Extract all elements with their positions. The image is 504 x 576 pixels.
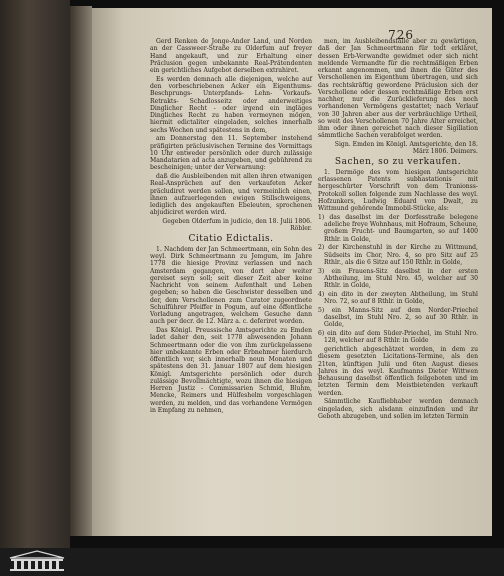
signature-line: Gegeben Olderfum in judicio, den 18. Julii 1806. Röbler. <box>162 218 312 233</box>
paragraph: 1. Nachdem der Jan Schmeertmann, ein Sohn des weyl. Dirk Schmeertmann zu Jemgum, im Jahre 1778 die hiesige Provinz verlassen und nach Amsterdam gegangen, von dort aber weiter gereiset seyn soll; seit dieser Zeit aber keine Nachricht von seinem Aufenthalt und Leben gegeben; so haben die Geschwister desselben und der, dem Verschollenen zum Curator zugeordnete Schulführer Pfeiffer in Pogum, auf eine öffentliche Vorladung angetragen, welchem Gesuche dann auch per decr. de 12. März a. c. deferiret worden. <box>150 245 312 326</box>
paragraph: Das Königl. Preussische Amtsgerichte zu Emden ladet daher den, seit 1778 abwesenden Johann Schmeertmann oder die von ihm zurückgelassene hier unbekannte Erben oder Erbnehmer hierdurch öffentlich vor, sich innerhalb neun Monaten und spätestens den 31. Januar 1807 auf dem hiesigen Königl. Amtsgerichte persönlich oder durch zulässige Bevollmächtigte, wozu ihnen die hiesigen Herren Justiz - Commissarien Schmid, Bluhm, Mencke, Reimers und Hülfeshelm vorgeschlagen werden, zu melden, und das vorhandene Vermögen in Empfang zu nehmen, <box>150 327 312 414</box>
page-number: 726 <box>388 28 414 42</box>
signature-line: Sign. Emden im Königl. Amtsgerichte, den 18. März 1806. Deimers. <box>334 141 478 156</box>
list-item: 4) ein dito in der zweyten Abtheilung, im Stuhl Nro. 72, so auf 8 Rthlr. in Golde, <box>318 290 478 305</box>
list-item: 3) ein Frauens-Sitz daselbst in der ersten Abtheilung, im Stuhl Nro. 45, welcher auf 30 Rthlr. in Golde, <box>318 267 478 289</box>
paragraph: gerichtlich abgeschätzet worden, in dem zu diesem gesetzten Licitations-Termine, als den 21ten, künftigen Julii und 6ten August dieses Jahres in des weyl. Kaufmanns Dieter Wittwen Behausung daselbst öffentlich feilgeboten und im letzten Termin dem Meistbietenden verkauft werden. <box>318 346 478 397</box>
paragraph: Sämmtliche Kaufliebhaber werden demnach eingeladen, sich alsdann einzufinden und ihr Geboth abzugeben, und sollen im letzten Termin <box>318 398 478 420</box>
paragraph: 1. Dermöge des vom hiesigen Amtsgerichte erlassenen Patents subhastationis mit hergeschürter Vorschrift von dem Tranionss- Protokoll sollen folgende zum Nachlasse des weyl. Hofzunkers, Ludwig Eduard von Dwalt, zu Wittmund gehörende Immobil-Stücke, als: <box>318 168 478 212</box>
list-item: 6) ein dito auf dem Süder-Priechel, im Stuhl Nro. 128, welcher auf 8 Rthlr. in Golde <box>318 330 478 345</box>
book-cover-edge <box>0 0 70 548</box>
section-heading: Citatio Edictalis. <box>188 233 274 244</box>
section-heading: Sachen, so zu verkaufen. <box>334 156 462 167</box>
left-column <box>150 38 312 416</box>
paragraph: Es werden demnach alle diejenigen, welche auf den vorbeschriebenen Acker ein Eigenthums- Beschprungs- Unterpfands- Lehn- Vorkaufs- Retrakts- Schadlosseitz oder anderweitiges Dinglicher Recht - oder irgend ein ingläges Dingliches Recht zu haben vermeynen mögen, hiermit edictaliter eingeladen, solches innerhalb sechs Wochen und spätestens in dem, <box>150 75 312 134</box>
paragraph: daß die Ausbleibenden mit allen ihren etwanigen Real-Ansprüchen auf den verkaufeten Acker präcludiret werden sollen, und vermeinlich einen, ihnen aufzuerlegenden ewigen Stillschweigens, lediglich des angekauften Ebeleuten, sprochenen abjudiciret werden wird. <box>150 173 312 217</box>
viewer-footer <box>0 548 504 573</box>
library-building-icon <box>6 549 68 572</box>
list-item: 1) das daselbst im der Dorfesstraße belegene adeliche freye Wohnhaus, mit Hofraum, Scheune, großem Frucht- und Baumgarten, so auf 1400 Rthlr. in Golde, <box>318 213 478 243</box>
paragraph: Gerd Renken de Jonge-Ander Land, und Norden an der Cassweer-Straße zu Olderfum auf freyer Hand angekauft, und zur Erhaltung einer Präclusion gegen unbekannte Real-Prätendenten ein gerichtliches Aufgebot derselben extrahiret. <box>150 38 312 74</box>
book-page <box>92 8 492 536</box>
list-item: 2) der Kirchenstuhl in der Kirche zu Wittmund, Südseits im Chor, Nro. 4, so pro Sitz auf 25 Rthlr., als die 6 Sitze auf 150 Rthlr. in Golde, <box>318 244 478 266</box>
right-column <box>318 38 478 422</box>
paragraph: men, im Ausbleibendsfalle aber zu gewärtigen, daß der Jan Schmeertmann für todt erkläret, dessen Erb-Verwandte gewidmet oder sich nicht meldende Vermandte für die rechtmäßigen Erben erkannt angenommen, und ihnen die Güter des Verschollenen im Eigenthum übertragen, und sich das rechtskräftig gewordene Präclusion sich der Verschollene oder dessen rechtmäßige Erben erst nachher, nur die Zurücklieferung des noch vorhandenen Vermögens gestattet; nach Verlauf von 30 Jahren aber aus der verbräuchlige Urtheil, so weit des Verschollenen 70 Jahre Alter erreichet, ihm oder ihnen gereichet nach dieser Sigillation sämmtliche Sachen verabfolget werden. <box>318 38 478 140</box>
book-gutter <box>70 6 92 536</box>
library-logo-icon[interactable] <box>6 549 68 576</box>
list-item: 5) ein Manns-Sitz auf dem Norder-Priechel daselbst, im Stuhl Nro. 2, so auf 30 Rthlr. in Golde, <box>318 306 478 329</box>
paragraph: am Donnerstag den 11. September instehend präfigirten präclusivischen Termine des Vormittags 10 Uhr entweder persönlich oder durch zulässige Mandatarien ad acta anzugeben, und gebührend zu bescheinigen; unter der Verwarnung: <box>150 135 312 172</box>
